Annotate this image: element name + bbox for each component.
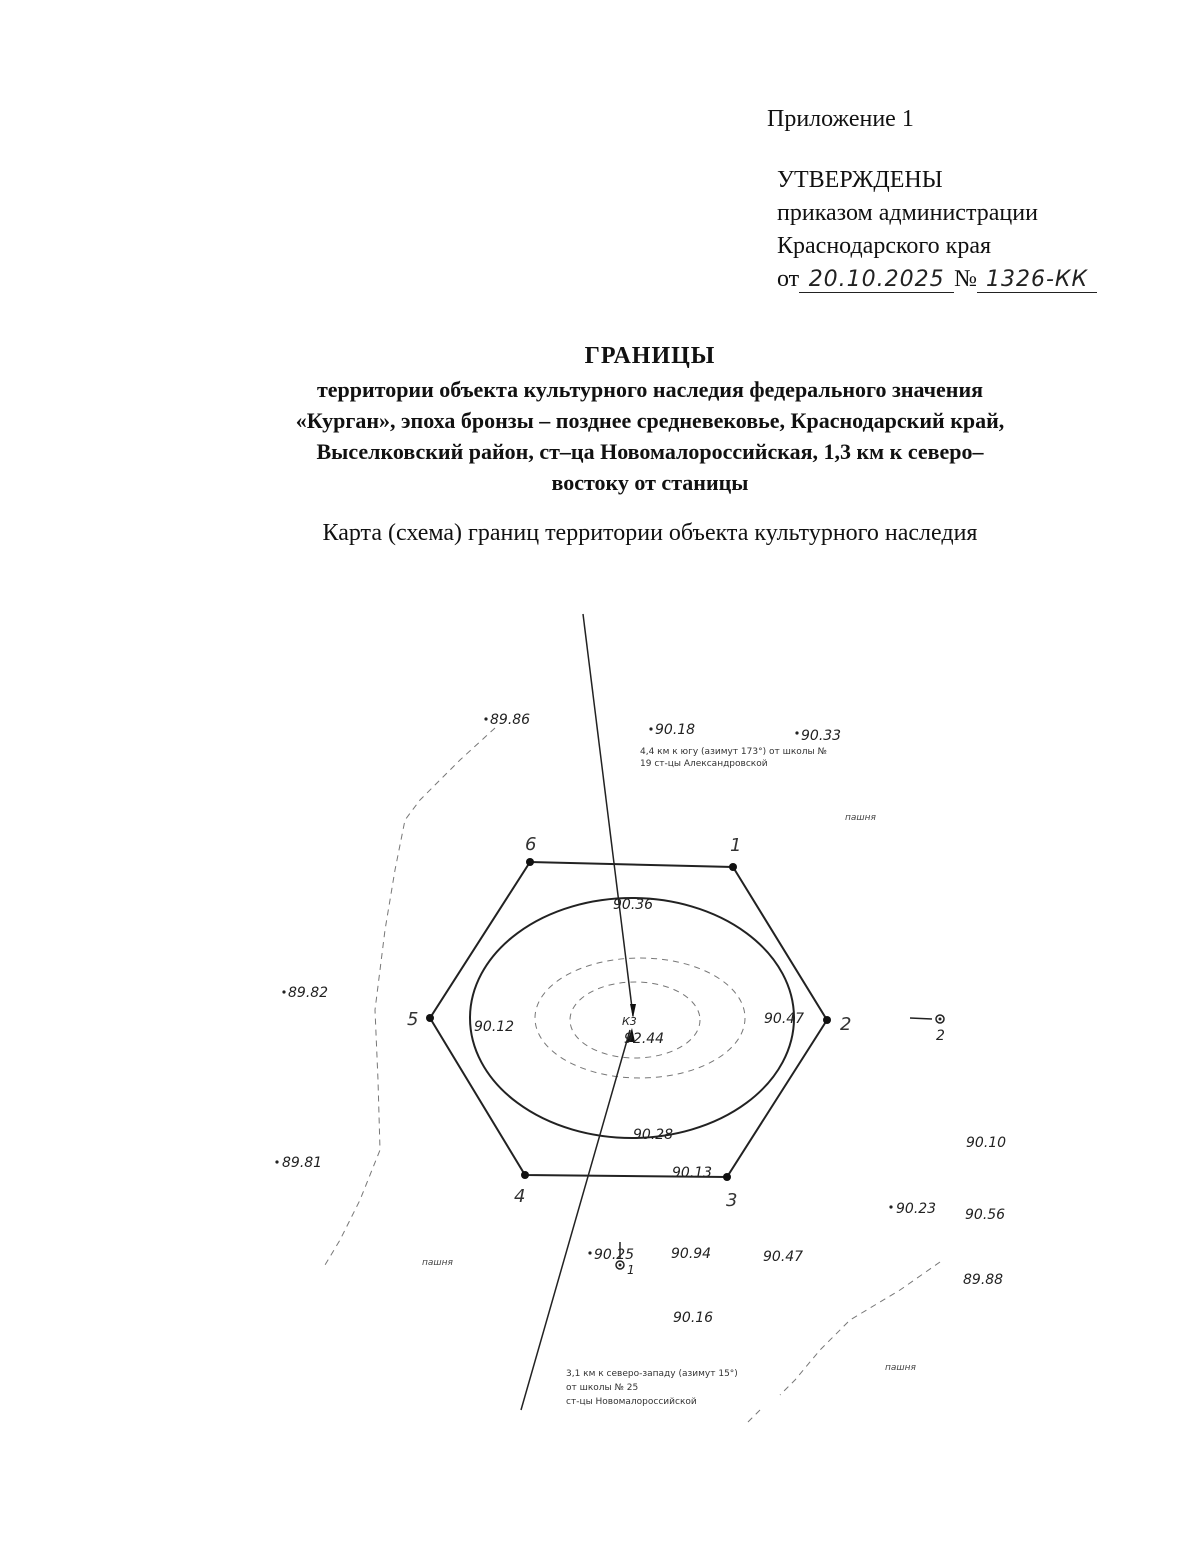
map-subtitle: Карта (схема) границ территории объекта культурного наследия (322, 520, 978, 546)
order-number: 1326-КК (977, 268, 1097, 293)
elevation-90-94: 90.94 (671, 1246, 712, 1262)
elevation-90-16: 90.16 (673, 1310, 714, 1326)
landmark-bottom-line-3: ст-цы Новомалороссийской (566, 1397, 697, 1407)
vertex-label-4: 4 (514, 1186, 526, 1207)
vertex-label-1: 1 (730, 835, 742, 856)
order-date-number (777, 263, 1097, 296)
title-line-1: территории объекта культурного наследия федерального значения (316, 377, 984, 402)
elevation-90-47-south: 90.47 (763, 1249, 804, 1265)
field-label-northeast: пашня (845, 813, 876, 823)
landmark-top-line-1: 4,4 км к югу (азимут 173°) от школы № (640, 747, 827, 757)
title-line-2: «Курган», эпоха бронзы – позднее средневековье, Краснодарский край, (295, 408, 1005, 433)
vertex-1 (729, 863, 737, 871)
vertex-5 (426, 1014, 434, 1022)
vertex-4 (521, 1171, 529, 1179)
reference-point-1-label: 1 (627, 1263, 635, 1277)
approved-by-line-2: Краснодарского края (777, 233, 992, 259)
elevation-90-28: 90.28 (633, 1127, 674, 1143)
terrain-contours (325, 728, 940, 1425)
landmark-bottom-line-1: 3,1 км к северо-западу (азимут 15°) (566, 1369, 738, 1379)
date-prefix: от (777, 266, 800, 292)
vertex-label-5: 5 (407, 1009, 419, 1030)
number-prefix: № (954, 266, 978, 292)
vertex-label-3: 3 (726, 1190, 738, 1211)
field-label-southeast: пашня (885, 1363, 916, 1373)
elevation-marks (275, 712, 1006, 1326)
annex-label: Приложение 1 (767, 106, 914, 132)
approved-heading: УТВЕРЖДЕНЫ (777, 167, 943, 193)
approval-block (777, 164, 1097, 296)
elevation-90-13: 90.13 (672, 1165, 713, 1181)
document-title (200, 341, 1100, 498)
elevation-90-23: 90.23 (896, 1201, 937, 1217)
elevation-89-81: 89.81 (282, 1155, 323, 1171)
reference-point-2 (910, 1015, 945, 1044)
title-line-4: востоку от станицы (551, 470, 749, 495)
elevation-89-88: 89.88 (963, 1272, 1004, 1288)
elevation-90-47-east: 90.47 (764, 1011, 805, 1027)
elevation-90-56: 90.56 (965, 1207, 1006, 1223)
elevation-90-10: 90.10 (966, 1135, 1007, 1151)
landmark-top-line-2: 19 ст-цы Александровской (640, 759, 768, 769)
elevation-90-18: 90.18 (655, 722, 696, 738)
elevation-90-36: 90.36 (613, 897, 654, 913)
elevation-90-33: 90.33 (801, 728, 842, 744)
title-main: ГРАНИЦЫ (584, 343, 716, 369)
vertex-label-2: 2 (840, 1014, 852, 1035)
vertex-2 (823, 1016, 831, 1024)
approved-by-line-1: приказом администрации (777, 200, 1038, 226)
reference-point-2-label: 2 (936, 1028, 945, 1044)
title-line-3: Выселковский район, ст–ца Новомалороссийская, 1,3 км к северо– (316, 439, 984, 464)
field-label-southwest: пашня (422, 1258, 453, 1268)
vertex-3 (723, 1173, 731, 1181)
elevation-90-12: 90.12 (474, 1019, 515, 1035)
landmark-bottom-line-2: от школы № 25 (566, 1383, 639, 1393)
center-label: К3 (622, 1015, 637, 1028)
reference-line (521, 614, 633, 1410)
center-elevation: 92.44 (624, 1031, 665, 1047)
elevation-89-86: 89.86 (490, 712, 531, 728)
vertex-label-6: 6 (525, 834, 537, 855)
order-date: 20.10.2025 (799, 268, 954, 293)
boundary-map (0, 580, 1200, 1510)
vertex-6 (526, 858, 534, 866)
elevation-90-25: 90.25 (594, 1247, 635, 1263)
elevation-89-82: 89.82 (288, 985, 329, 1001)
